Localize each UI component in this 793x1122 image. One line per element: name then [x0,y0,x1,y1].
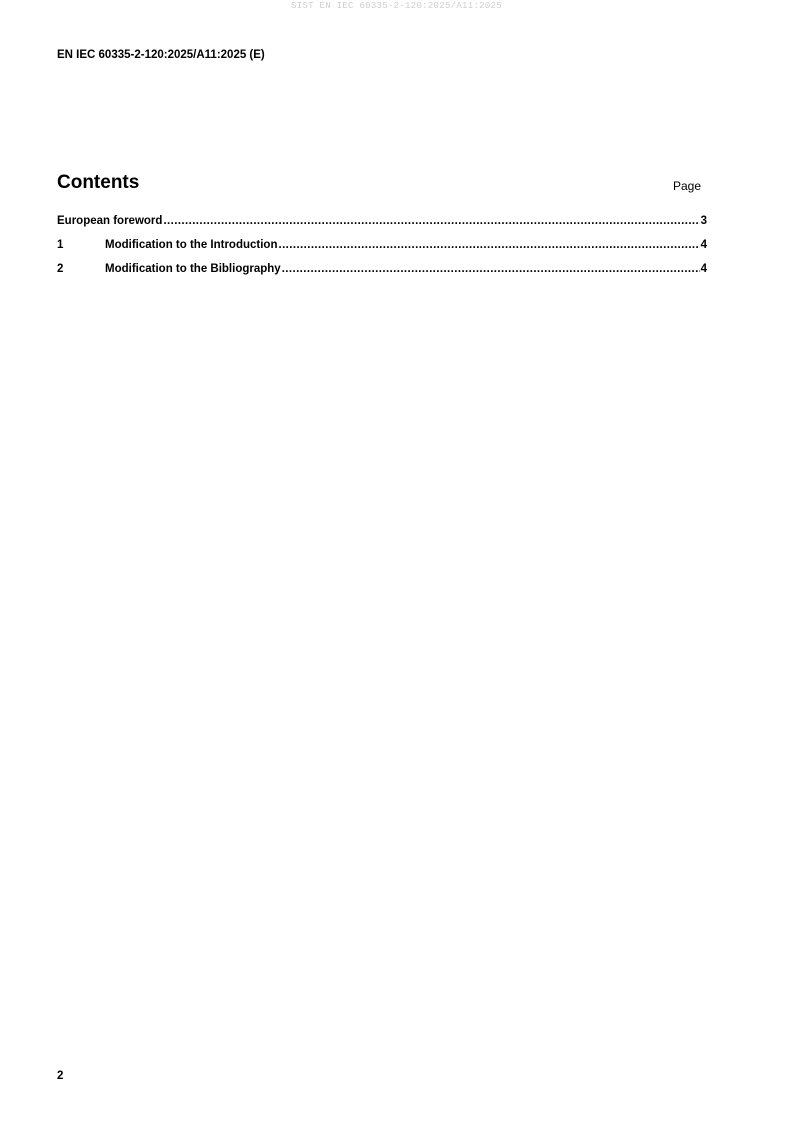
toc-entry-modification-bibliography[interactable] [57,263,707,287]
toc-entry-page: 3 [700,215,707,227]
toc-entry-number: 1 [57,239,64,251]
toc-entry-title: Modification to the Introduction [105,239,278,251]
table-of-contents [57,215,707,287]
toc-entry-european-foreword[interactable] [57,215,707,239]
toc-entry-title: Modification to the Bibliography [105,263,281,275]
toc-entry-title: European foreword [57,215,163,227]
page-number: 2 [57,1070,64,1082]
toc-entry-page: 4 [700,239,707,251]
watermark: SIST EN IEC 60335-2-120:2025/A11:2025 [291,1,502,11]
page-column-label: Page [672,179,701,193]
toc-entry-page: 4 [700,263,707,275]
toc-entry-number: 2 [57,263,64,275]
document-header: EN IEC 60335-2-120:2025/A11:2025 (E) [57,49,265,61]
toc-dot-leader [163,215,699,227]
toc-entry-modification-introduction[interactable] [57,239,707,263]
contents-heading: Contents [57,172,140,193]
toc-dot-leader [282,263,700,275]
toc-dot-leader [278,239,699,251]
